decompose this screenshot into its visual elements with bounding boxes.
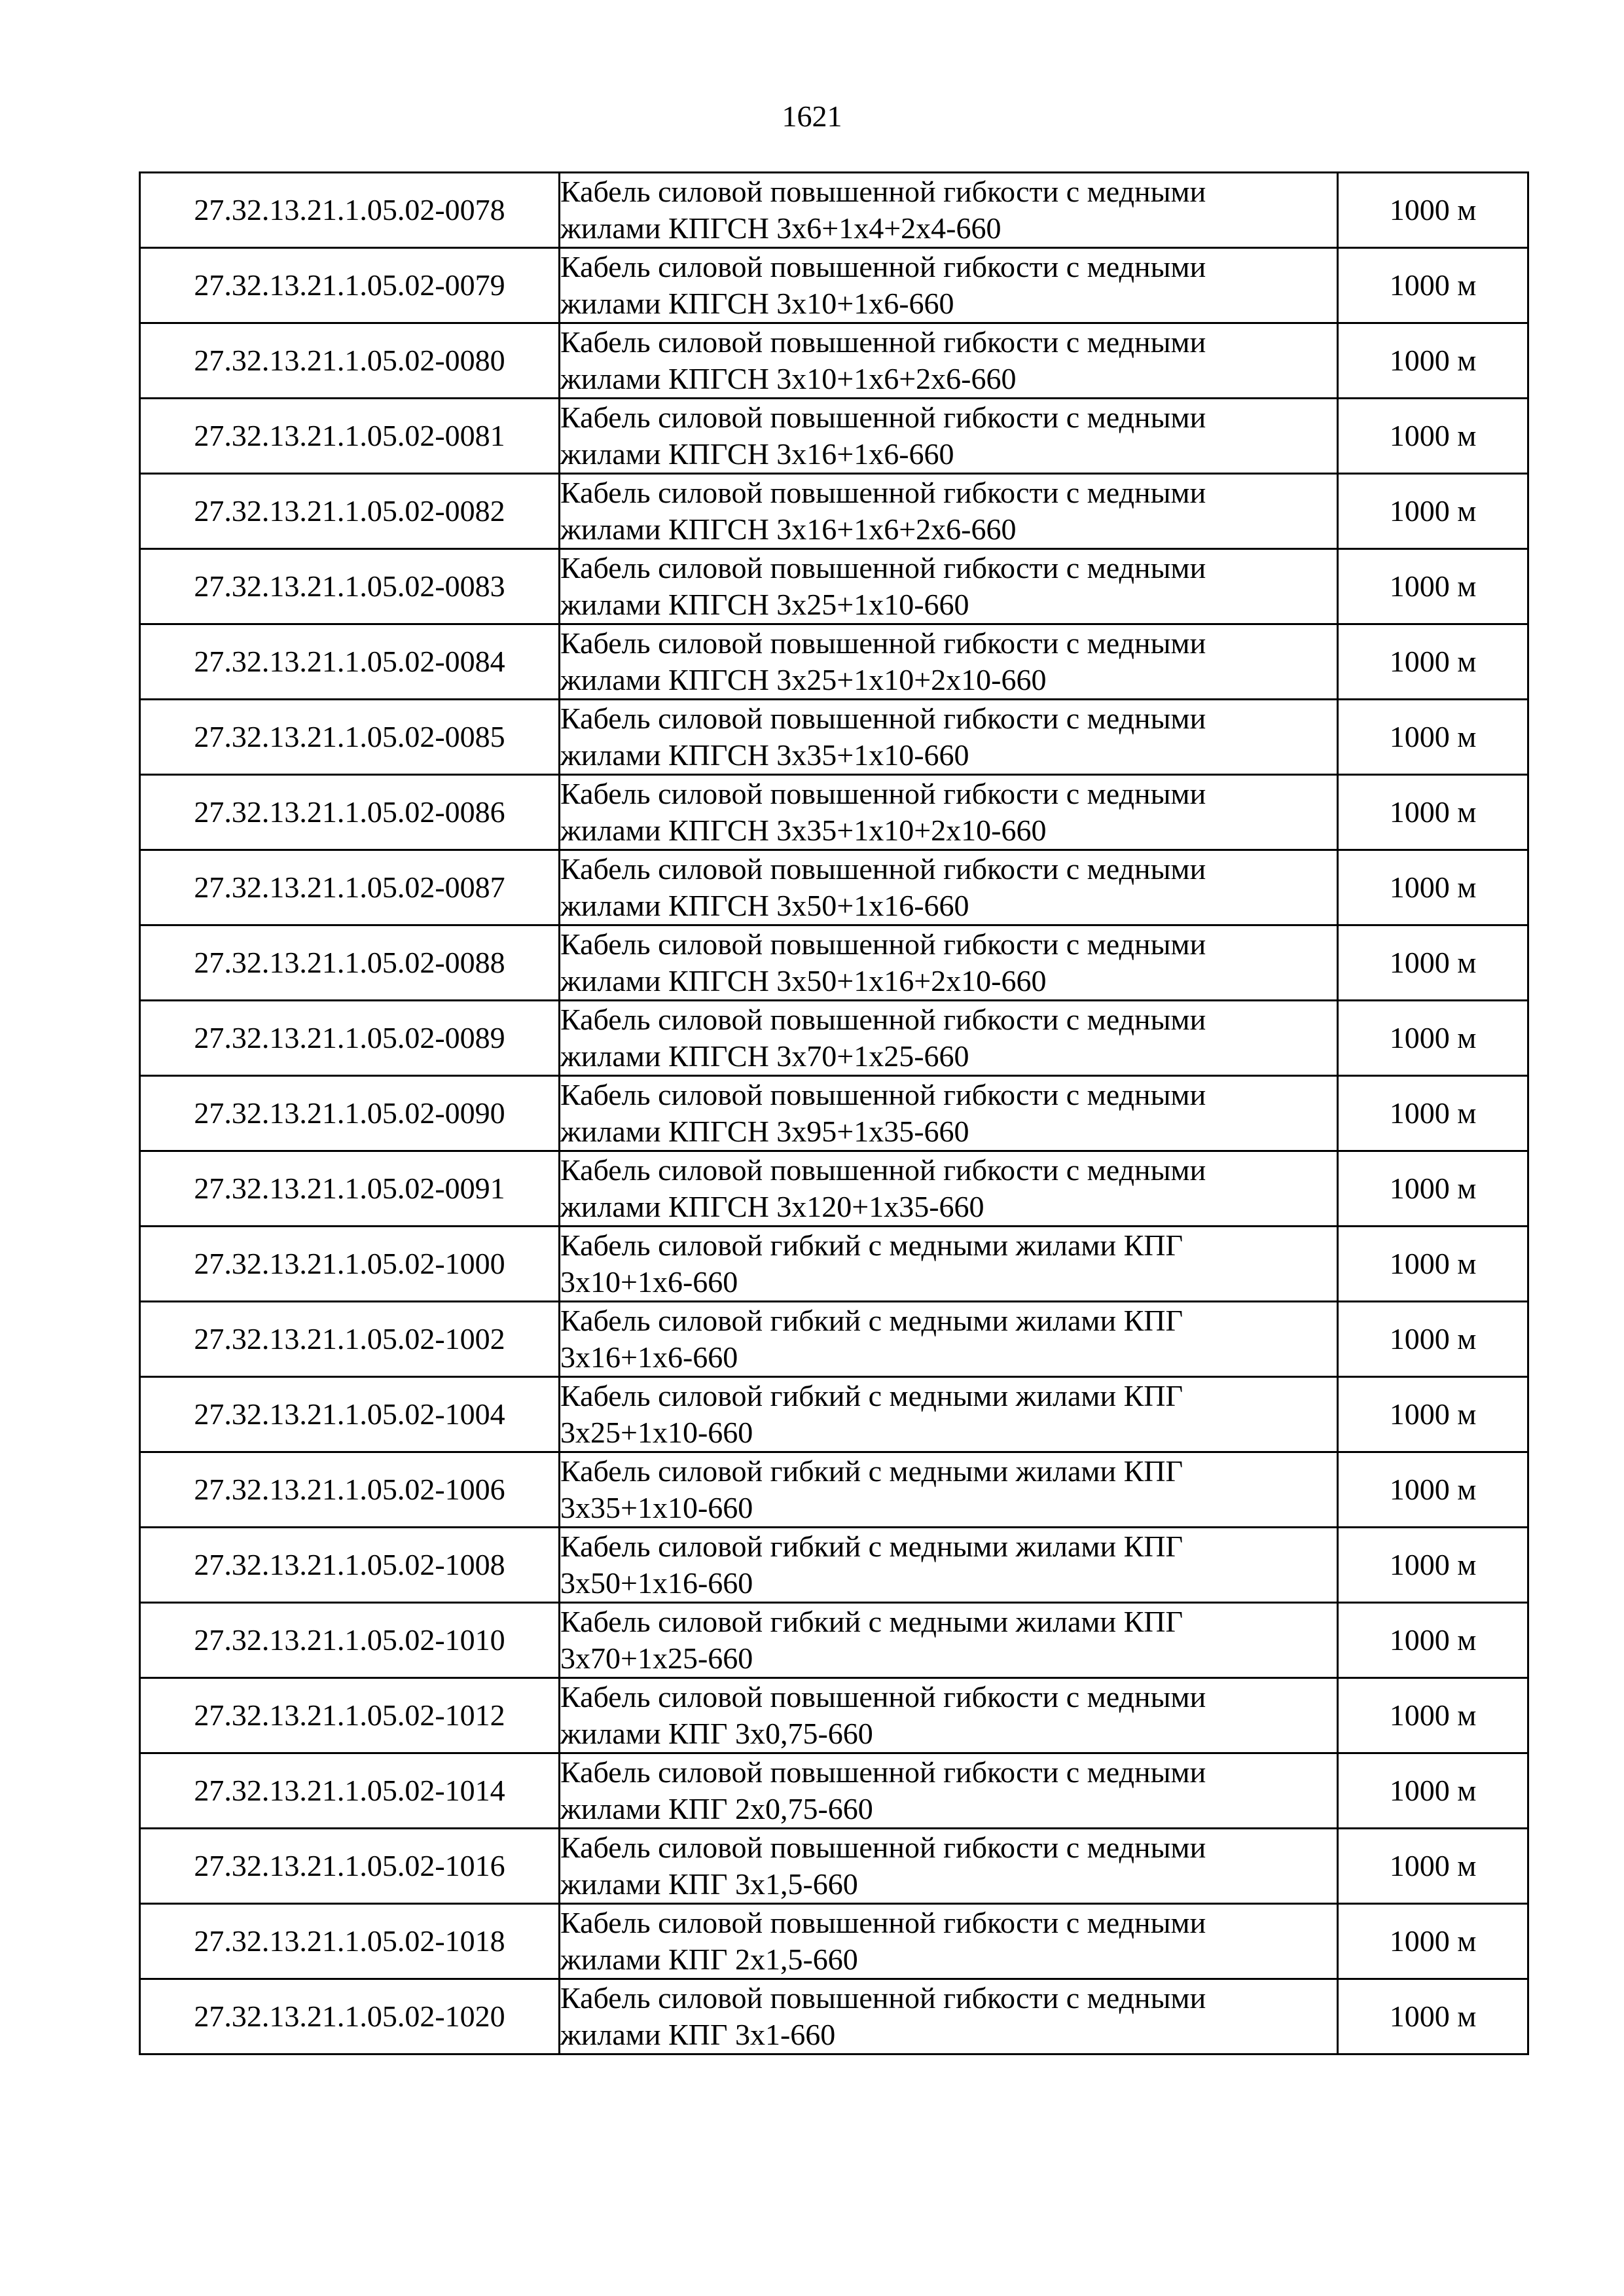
table-row — [140, 1377, 1528, 1452]
cell-name — [560, 775, 1338, 850]
table-row — [140, 1076, 1528, 1151]
cell-unit: 1000 м — [1338, 1678, 1528, 1753]
cell-code: 27.32.13.21.1.05.02-1002 — [140, 1302, 560, 1377]
cell-name-line-2: жилами КПГСН 3х10+1х6+2х6-660 — [560, 362, 1017, 395]
cell-name-line-1: Кабель силовой повышенной гибкости с медными — [560, 852, 1206, 886]
cell-name — [560, 1001, 1338, 1076]
page-number: 1621 — [782, 99, 842, 133]
cell-name — [560, 399, 1338, 474]
cell-name — [560, 1452, 1338, 1528]
cell-name-line-1: Кабель силовой повышенной гибкости с медными — [560, 1680, 1206, 1713]
cable-price-table — [139, 171, 1529, 2055]
cell-name-line-2: жилами КПГСН 3х35+1х10+2х10-660 — [560, 814, 1047, 847]
table-row — [140, 1979, 1528, 2054]
table-row — [140, 850, 1528, 925]
cell-name-line-2: 3х70+1х25-660 — [560, 1641, 753, 1675]
cell-unit: 1000 м — [1338, 1227, 1528, 1302]
cell-name-line-2: жилами КПГ 3х0,75-660 — [560, 1717, 873, 1750]
cell-unit: 1000 м — [1338, 1302, 1528, 1377]
cell-name-line-1: Кабель силовой повышенной гибкости с медными — [560, 777, 1206, 810]
cell-unit: 1000 м — [1338, 850, 1528, 925]
cell-name-line-1: Кабель силовой повышенной гибкости с медными — [560, 1906, 1206, 1939]
cell-name-line-1: Кабель силовой повышенной гибкости с медными — [560, 1078, 1206, 1111]
cell-name-line-1: Кабель силовой повышенной гибкости с медными — [560, 551, 1206, 584]
cell-name-line-2: жилами КПГСН 3х25+1х10-660 — [560, 588, 969, 621]
cell-unit: 1000 м — [1338, 1452, 1528, 1528]
cell-unit: 1000 м — [1338, 1076, 1528, 1151]
table-row — [140, 248, 1528, 323]
cell-name-line-2: жилами КПГСН 3х95+1х35-660 — [560, 1115, 969, 1148]
cell-name-line-2: жилами КПГ 2х1,5-660 — [560, 1943, 858, 1976]
cell-code: 27.32.13.21.1.05.02-0085 — [140, 700, 560, 775]
cell-name-line-2: жилами КПГСН 3х10+1х6-660 — [560, 287, 954, 320]
cell-code: 27.32.13.21.1.05.02-0090 — [140, 1076, 560, 1151]
cell-code: 27.32.13.21.1.05.02-0091 — [140, 1151, 560, 1227]
table-row — [140, 323, 1528, 399]
cell-name-line-2: жилами КПГСН 3х25+1х10+2х10-660 — [560, 663, 1047, 696]
cell-name-line-2: жилами КПГСН 3х6+1х4+2х4-660 — [560, 211, 1001, 245]
cell-name-line-1: Кабель силовой гибкий с медными жилами КПГ — [560, 1605, 1183, 1638]
cell-unit: 1000 м — [1338, 775, 1528, 850]
table-row — [140, 1001, 1528, 1076]
table-row — [140, 1904, 1528, 1979]
cell-code: 27.32.13.21.1.05.02-1020 — [140, 1979, 560, 2054]
cell-unit: 1000 м — [1338, 1151, 1528, 1227]
cell-name — [560, 1979, 1338, 2054]
cell-unit: 1000 м — [1338, 248, 1528, 323]
table-row — [140, 474, 1528, 549]
table-row — [140, 1151, 1528, 1227]
cell-name-line-1: Кабель силовой гибкий с медными жилами КПГ — [560, 1454, 1183, 1488]
cell-name-line-2: жилами КПГСН 3х50+1х16-660 — [560, 889, 969, 922]
cell-unit: 1000 м — [1338, 1603, 1528, 1678]
cell-name-line-1: Кабель силовой повышенной гибкости с медными — [560, 250, 1206, 283]
cell-code: 27.32.13.21.1.05.02-0080 — [140, 323, 560, 399]
cell-name-line-1: Кабель силовой повышенной гибкости с медными — [560, 476, 1206, 509]
cell-name — [560, 1904, 1338, 1979]
cell-name-line-2: жилами КПГСН 3х16+1х6-660 — [560, 437, 954, 471]
table-row — [140, 1829, 1528, 1904]
cell-name-line-1: Кабель силовой повышенной гибкости с медными — [560, 325, 1206, 359]
cell-name-line-1: Кабель силовой повышенной гибкости с медными — [560, 927, 1206, 961]
cell-name — [560, 1302, 1338, 1377]
cell-code: 27.32.13.21.1.05.02-1010 — [140, 1603, 560, 1678]
cell-name-line-2: 3х10+1х6-660 — [560, 1265, 738, 1299]
table-row — [140, 1753, 1528, 1829]
cell-code: 27.32.13.21.1.05.02-1006 — [140, 1452, 560, 1528]
cell-unit: 1000 м — [1338, 323, 1528, 399]
cell-unit: 1000 м — [1338, 173, 1528, 248]
cell-name-line-1: Кабель силовой повышенной гибкости с медными — [560, 626, 1206, 660]
cell-code: 27.32.13.21.1.05.02-0089 — [140, 1001, 560, 1076]
cell-code: 27.32.13.21.1.05.02-1012 — [140, 1678, 560, 1753]
table-row — [140, 399, 1528, 474]
cell-name-line-1: Кабель силовой гибкий с медными жилами КПГ — [560, 1304, 1183, 1337]
table-row — [140, 1227, 1528, 1302]
cell-code: 27.32.13.21.1.05.02-0088 — [140, 925, 560, 1001]
cell-unit: 1000 м — [1338, 624, 1528, 700]
table-row — [140, 925, 1528, 1001]
cell-name-line-1: Кабель силовой гибкий с медными жилами КПГ — [560, 1530, 1183, 1563]
cell-name — [560, 1528, 1338, 1603]
cell-code: 27.32.13.21.1.05.02-0081 — [140, 399, 560, 474]
table-row — [140, 700, 1528, 775]
cell-name — [560, 850, 1338, 925]
cell-unit: 1000 м — [1338, 1377, 1528, 1452]
table-row — [140, 624, 1528, 700]
cell-name-line-1: Кабель силовой повышенной гибкости с медными — [560, 1003, 1206, 1036]
cell-code: 27.32.13.21.1.05.02-1004 — [140, 1377, 560, 1452]
cell-name — [560, 700, 1338, 775]
cell-name-line-1: Кабель силовой повышенной гибкости с медными — [560, 1831, 1206, 1864]
cell-name-line-1: Кабель силовой повышенной гибкости с медными — [560, 1755, 1206, 1789]
table-row — [140, 1678, 1528, 1753]
cell-name-line-2: жилами КПГСН 3х16+1х6+2х6-660 — [560, 512, 1017, 546]
cell-unit: 1000 м — [1338, 549, 1528, 624]
cell-code: 27.32.13.21.1.05.02-0084 — [140, 624, 560, 700]
cell-code: 27.32.13.21.1.05.02-0087 — [140, 850, 560, 925]
cell-name-line-1: Кабель силовой гибкий с медными жилами КПГ — [560, 1229, 1183, 1262]
table-row — [140, 1603, 1528, 1678]
table-row — [140, 775, 1528, 850]
cell-name-line-2: 3х35+1х10-660 — [560, 1491, 753, 1524]
cell-name-line-2: 3х16+1х6-660 — [560, 1340, 738, 1374]
cell-name-line-1: Кабель силовой повышенной гибкости с медными — [560, 702, 1206, 735]
cell-name — [560, 549, 1338, 624]
cell-name-line-2: жилами КПГ 2х0,75-660 — [560, 1792, 873, 1825]
cell-name — [560, 1377, 1338, 1452]
cell-name-line-2: жилами КПГСН 3х50+1х16+2х10-660 — [560, 964, 1047, 997]
cell-name — [560, 925, 1338, 1001]
table-row — [140, 1452, 1528, 1528]
cell-name-line-1: Кабель силовой повышенной гибкости с медными — [560, 1981, 1206, 2015]
cell-name — [560, 1603, 1338, 1678]
cell-name-line-2: 3х25+1х10-660 — [560, 1416, 753, 1449]
cell-name — [560, 323, 1338, 399]
cell-name-line-1: Кабель силовой гибкий с медными жилами КПГ — [560, 1379, 1183, 1412]
table-row — [140, 549, 1528, 624]
table-row — [140, 173, 1528, 248]
cell-unit: 1000 м — [1338, 925, 1528, 1001]
cell-code: 27.32.13.21.1.05.02-1016 — [140, 1829, 560, 1904]
cell-name — [560, 1076, 1338, 1151]
cell-name-line-2: 3х50+1х16-660 — [560, 1566, 753, 1600]
cell-unit: 1000 м — [1338, 1528, 1528, 1603]
cell-unit: 1000 м — [1338, 1001, 1528, 1076]
cell-code: 27.32.13.21.1.05.02-0083 — [140, 549, 560, 624]
cell-code: 27.32.13.21.1.05.02-1000 — [140, 1227, 560, 1302]
cell-code: 27.32.13.21.1.05.02-0086 — [140, 775, 560, 850]
cell-name — [560, 1678, 1338, 1753]
cell-name-line-2: жилами КПГСН 3х120+1х35-660 — [560, 1190, 984, 1223]
cell-unit: 1000 м — [1338, 474, 1528, 549]
cell-name — [560, 1227, 1338, 1302]
cell-name-line-1: Кабель силовой повышенной гибкости с медными — [560, 401, 1206, 434]
cell-unit: 1000 м — [1338, 700, 1528, 775]
cell-code: 27.32.13.21.1.05.02-0078 — [140, 173, 560, 248]
cell-code: 27.32.13.21.1.05.02-1008 — [140, 1528, 560, 1603]
cell-name-line-2: жилами КПГ 3х1-660 — [560, 2018, 836, 2051]
cell-name — [560, 1829, 1338, 1904]
cell-unit: 1000 м — [1338, 1904, 1528, 1979]
cell-code: 27.32.13.21.1.05.02-1018 — [140, 1904, 560, 1979]
cell-name-line-2: жилами КПГСН 3х70+1х25-660 — [560, 1039, 969, 1073]
cell-code: 27.32.13.21.1.05.02-0082 — [140, 474, 560, 549]
cell-code: 27.32.13.21.1.05.02-1014 — [140, 1753, 560, 1829]
table-body — [140, 173, 1528, 2054]
cell-name — [560, 474, 1338, 549]
cell-name — [560, 1753, 1338, 1829]
cell-name-line-2: жилами КПГ 3х1,5-660 — [560, 1867, 858, 1901]
cell-name-line-2: жилами КПГСН 3х35+1х10-660 — [560, 738, 969, 772]
cell-unit: 1000 м — [1338, 399, 1528, 474]
cell-name — [560, 624, 1338, 700]
cell-unit: 1000 м — [1338, 1829, 1528, 1904]
table-row — [140, 1528, 1528, 1603]
cell-unit: 1000 м — [1338, 1979, 1528, 2054]
cell-code: 27.32.13.21.1.05.02-0079 — [140, 248, 560, 323]
cell-unit: 1000 м — [1338, 1753, 1528, 1829]
table-row — [140, 1302, 1528, 1377]
cell-name — [560, 248, 1338, 323]
cell-name — [560, 173, 1338, 248]
cell-name-line-1: Кабель силовой повышенной гибкости с медными — [560, 175, 1206, 208]
cell-name — [560, 1151, 1338, 1227]
cell-name-line-1: Кабель силовой повышенной гибкости с медными — [560, 1153, 1206, 1187]
